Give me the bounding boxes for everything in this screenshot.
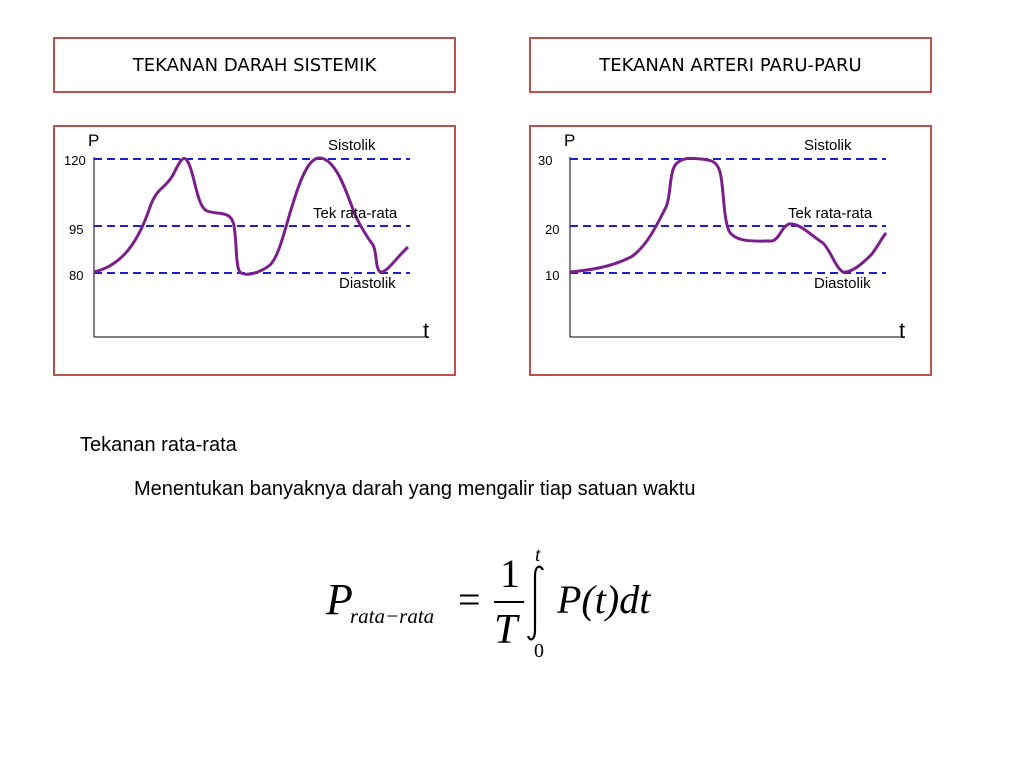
systemic-pressure-diagram: [53, 125, 456, 376]
mean-pressure-description: Menentukan banyaknya darah yang mengalir tiap satuan waktu: [134, 478, 696, 500]
pulmonary-pressure-svg: [531, 127, 934, 378]
x-axis-label: t: [899, 318, 906, 343]
systemic-pressure-svg: [55, 127, 458, 378]
formula-integrand: P(t)dt: [557, 577, 651, 622]
mean-pressure-heading: Tekanan rata-rata: [80, 434, 237, 456]
tick-label-middle: 95: [69, 222, 84, 237]
formula-equals: =: [458, 577, 481, 622]
formula-numerator: 1: [500, 551, 520, 596]
label-diastolic: Diastolik: [814, 275, 871, 292]
tick-label-top: 30: [538, 153, 553, 168]
tick-label-middle: 20: [545, 222, 560, 237]
mean-pressure-formula: [320, 540, 700, 670]
label-systolic: Sistolik: [804, 137, 852, 154]
label-diastolic: Diastolik: [339, 275, 396, 292]
panel-title-systemic: [53, 37, 456, 93]
x-axis-label: t: [423, 318, 430, 343]
y-axis-label: P: [564, 131, 576, 150]
panel-title-text: TEKANAN DARAH SISTEMIK: [132, 54, 377, 76]
integral-sign-icon: [527, 564, 547, 642]
label-systolic: Sistolik: [328, 137, 376, 154]
label-mean: Tek rata-rata: [788, 205, 873, 222]
panel-title-text: TEKANAN ARTERI PARU-PARU: [599, 54, 862, 76]
formula-lower-limit: 0: [534, 640, 544, 662]
formula-subscript: rata−rata: [350, 604, 435, 628]
fraction-bar: [494, 601, 524, 603]
formula-lhs: P: [326, 575, 353, 624]
label-mean: Tek rata-rata: [313, 205, 398, 222]
pulmonary-pressure-diagram: [529, 125, 932, 376]
y-axis-label: P: [88, 131, 100, 150]
tick-label-top: 120: [64, 153, 86, 168]
formula-denominator: T: [494, 607, 518, 653]
panel-title-pulmonary: [529, 37, 932, 93]
formula-upper-limit: t: [535, 544, 541, 566]
tick-label-bottom: 80: [69, 268, 84, 283]
tick-label-bottom: 10: [545, 268, 560, 283]
